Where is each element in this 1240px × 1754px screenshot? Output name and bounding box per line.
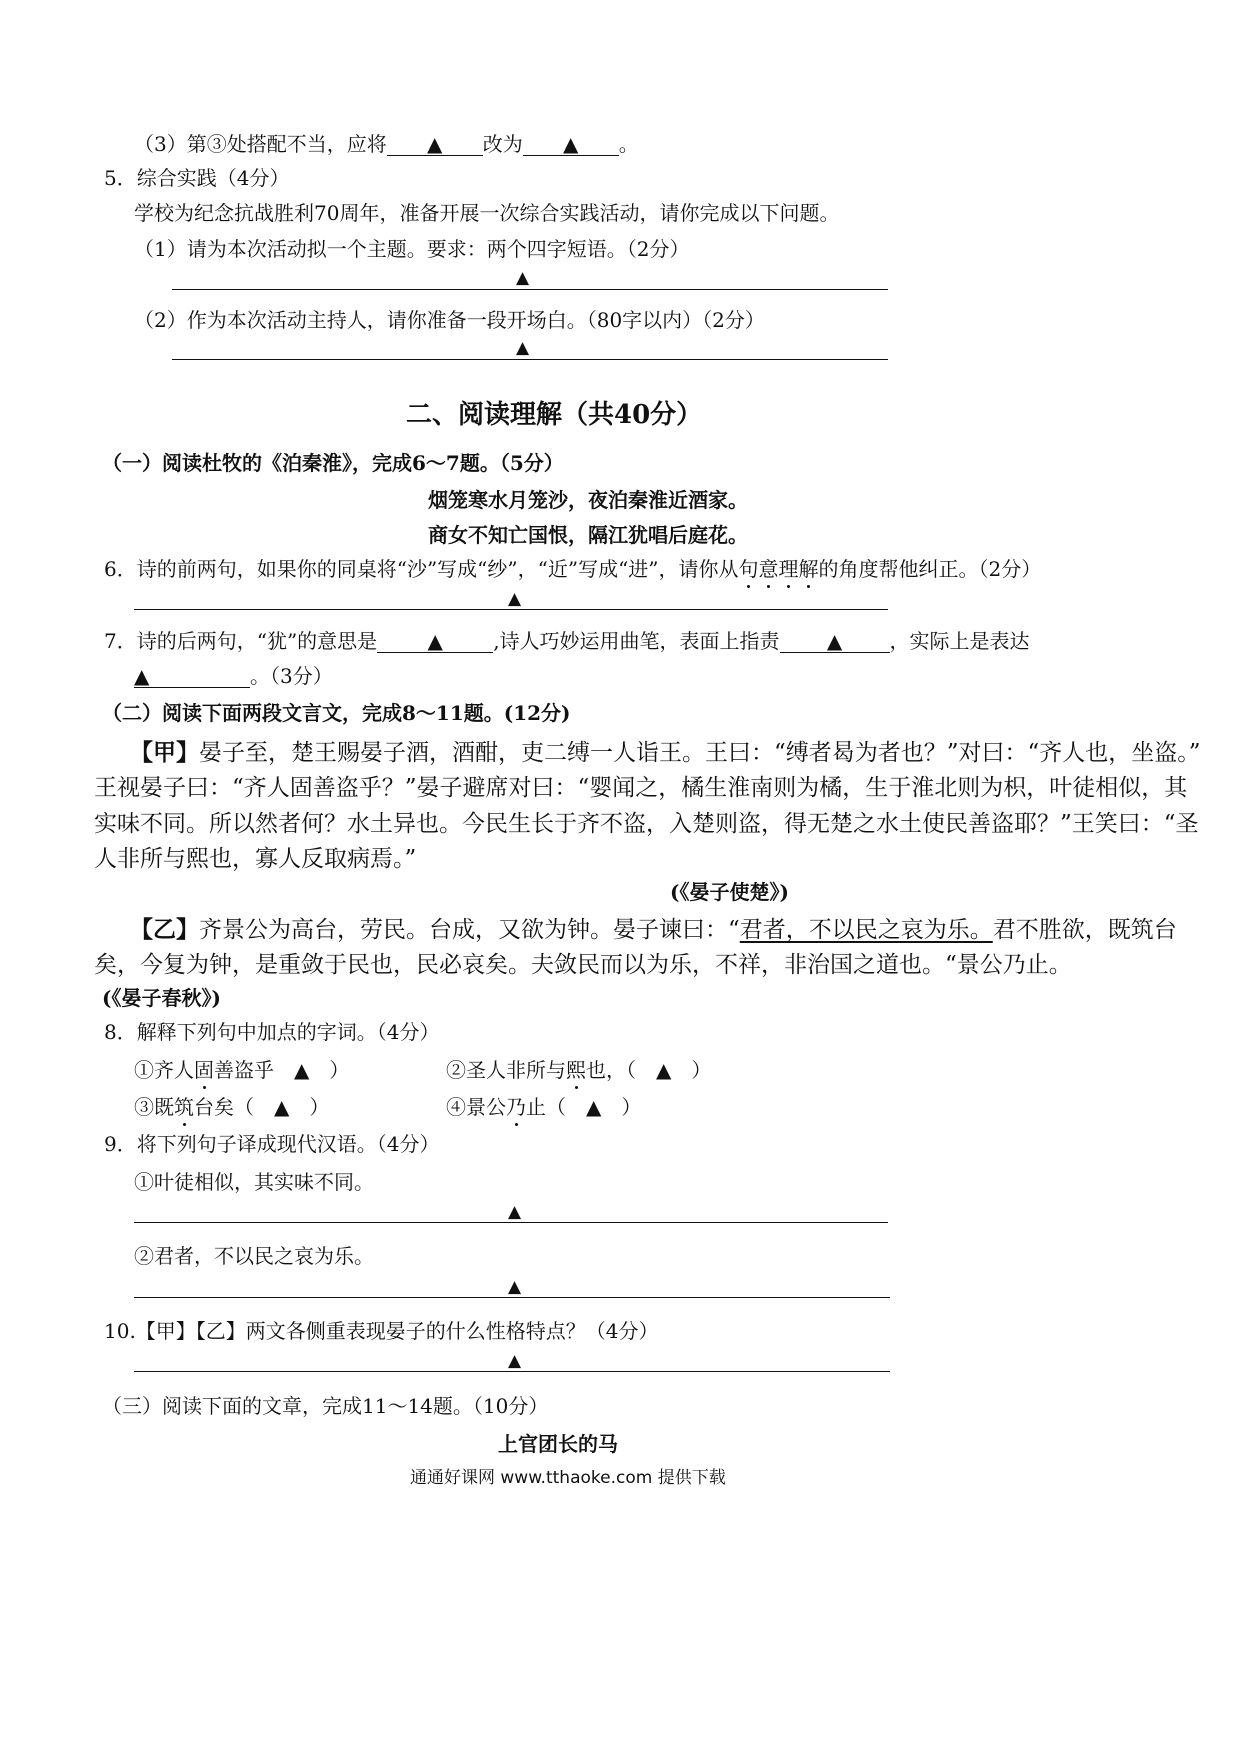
q9-sentence-2: ②君者，不以民之哀为乐。 (134, 1244, 374, 1268)
answer-line[interactable] (134, 1297, 890, 1298)
poem-line-1: 烟笼寒水月笼沙，夜泊秦淮近酒家。 (428, 488, 748, 512)
triangle-icon: ▲ (508, 589, 522, 609)
yi-source: (《晏子春秋》) (102, 986, 221, 1010)
answer-line[interactable] (134, 609, 888, 610)
q4-3-line: （3）第③处搭配不当，应将 ▲ 改为 ▲ 。 (134, 132, 639, 156)
q7-line-1: 7．诗的后两句，“犹”的意思是 ▲ ,诗人巧妙运用曲笔，表面上指责 ▲ ，实际上是表达 (104, 629, 1030, 653)
jia-line-3: 实味不同。所以然者何？水土异也。今民生长于齐不盗，入楚则盗，得无楚之水土使民善盗耶？”王笑曰：“圣 (94, 811, 1199, 837)
triangle-icon: ▲ (826, 629, 843, 653)
underlined-sentence: 君者，不以民之哀为乐。 (739, 917, 993, 943)
jia-line-4: 人非所与熙也，寡人反取病焉。” (94, 846, 417, 872)
dotted-char: 解 (799, 553, 819, 582)
dotted-char: 句 (739, 553, 759, 582)
dotted-char: 熙 (566, 1054, 586, 1083)
q8-item-2: ②圣人非所与熙也，（ ▲ ） (446, 1054, 711, 1083)
yi-line-1: 【乙】齐景公为高台，劳民。台成，又欲为钟。晏子谏曰：“君者，不以民之哀为乐。君不胜欲，既筑台 (130, 916, 1177, 943)
answer-line[interactable] (172, 359, 888, 360)
part3-header: （三）阅读下面的文章，完成11～14题。（10分） (102, 1394, 549, 1418)
answer-blank[interactable] (523, 133, 619, 156)
triangle-icon: ▲ (563, 132, 579, 156)
triangle-icon: ▲ (427, 132, 443, 156)
q5-sub2: （2）作为本次活动主持人，请你准备一段开场白。（80字以内）（2分） (134, 308, 765, 332)
q9-title: 9．将下列句子译成现代汉语。（4分） (104, 1132, 440, 1156)
jia-line-1: 【甲】晏子至，楚王赐晏子酒，酒酣，吏二缚一人诣王。王曰：“缚者曷为者也？”对曰：“齐人也，坐盗。” (130, 739, 1201, 766)
q7-line-2: ▲ 。（3分） (134, 664, 333, 688)
q5-intro: 学校为纪念抗战胜利70周年，准备开展一次综合实践活动，请你完成以下问题。 (134, 201, 840, 225)
q8-item-1: ①齐人固善盗乎 ▲ ） (134, 1054, 349, 1083)
q8-item-4: ④景公乃止（ ▲ ） (446, 1091, 641, 1120)
answer-blank[interactable] (387, 133, 483, 156)
q5-title: 5．综合实践（4分） (104, 166, 290, 190)
article-title: 上官团长的马 (498, 1432, 618, 1456)
answer-line[interactable] (134, 1371, 890, 1372)
q5-sub1: （1）请为本次活动拟一个主题。要求：两个四字短语。（2分） (134, 237, 690, 261)
triangle-icon: ▲ (134, 664, 150, 688)
dotted-char: 理 (779, 553, 799, 582)
q9-sentence-1: ①叶徒相似，其实味不同。 (134, 1170, 374, 1194)
answer-line[interactable] (172, 289, 888, 290)
part2-header: （二）阅读下面两段文言文，完成8～11题。(12分) (102, 701, 571, 725)
q8-title: 8．解释下列句中加点的字词。（4分） (104, 1020, 440, 1044)
jia-source: (《晏子使楚》) (670, 880, 789, 904)
triangle-icon: ▲ (427, 629, 443, 653)
q10-text: 10.【甲】【乙】两文各侧重表现晏子的什么性格特点？（4分） (104, 1319, 659, 1343)
answer-blank[interactable] (134, 665, 250, 688)
yi-line-2: 矣，今复为钟，是重敛于民也，民必哀矣。夫敛民而以为乐，不祥，非治国之道也。“景公乃止。 (94, 952, 1072, 978)
section-title: 二、阅读理解（共40分） (406, 400, 703, 430)
q6-text: 6．诗的前两句，如果你的同桌将“沙”写成“纱”，“近”写成“进”，请你从句意理解的角度帮他纠正。（2分） (104, 553, 1041, 582)
dotted-char: 意 (759, 553, 779, 582)
dotted-char: 乃 (506, 1091, 526, 1120)
footer-text: 通通好课网 www.tthaoke.com 提供下载 (410, 1468, 726, 1488)
triangle-icon: ▲ (508, 1202, 522, 1222)
poem-line-2: 商女不知亡国恨，隔江犹唱后庭花。 (428, 523, 748, 547)
dotted-char: 筑 (174, 1091, 194, 1120)
answer-blank[interactable] (377, 630, 493, 653)
part1-header: （一）阅读杜牧的《泊秦淮》，完成6～7题。（5分） (102, 451, 564, 475)
triangle-icon: ▲ (516, 338, 530, 358)
answer-line[interactable] (134, 1222, 888, 1223)
dotted-char: 固 (194, 1054, 214, 1083)
jia-line-2: 王视晏子曰：“齐人固善盗乎？”晏子避席对曰：“婴闻之，橘生淮南则为橘，生于淮北则为枳，叶徒相似，其 (94, 775, 1188, 801)
triangle-icon: ▲ (516, 268, 530, 288)
q8-item-3: ③既筑台矣（ ▲ ） (134, 1091, 329, 1120)
answer-blank[interactable] (780, 630, 890, 653)
dotted-emphasis (739, 557, 819, 581)
triangle-icon: ▲ (508, 1351, 522, 1371)
triangle-icon: ▲ (508, 1277, 522, 1297)
